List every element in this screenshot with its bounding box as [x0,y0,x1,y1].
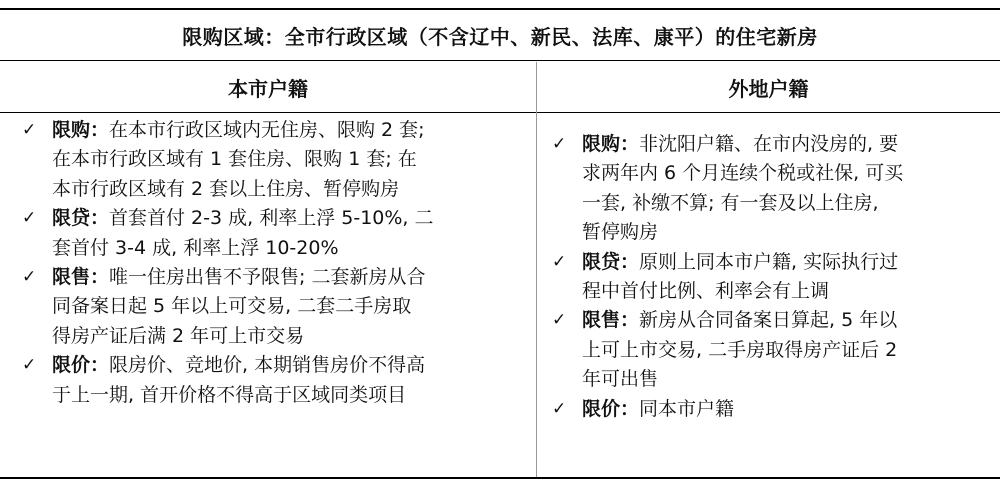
local-hukou-column [14,116,528,410]
top-rule [0,8,1000,10]
item-text [52,204,528,263]
list-item [14,351,528,410]
item-line: 唯一住房出售不予限售; 二套新房从合 [109,266,426,289]
checkmark-icon: ✓ [552,398,567,419]
checkmark-icon: ✓ [552,134,567,154]
checkmark-icon: ✓ [552,310,567,331]
checkmark-icon: ✓ [22,208,37,229]
item-label: 限贷： [52,207,110,230]
right-column-header: 外地户籍 [728,76,809,101]
checkmark-icon: ✓ [22,267,37,288]
item-line: 原则上同本市户籍, 实际执行过 [639,250,899,273]
item-line: 本市行政区域有 2 套以上住房、暂停购房 [52,177,400,200]
item-label: 限价： [582,397,640,420]
item-line: 套首付 3-4 成, 利率上浮 10-20% [52,236,339,259]
item-line: 首套首付 2-3 成, 利率上浮 5-10%, 二 [109,207,434,230]
item-line: 于上一期, 首开价格不得高于区域同类项目 [52,383,407,406]
item-text [582,395,988,424]
nonlocal-hukou-column [548,130,988,424]
item-line: 程中首付比例、利率会有上调 [582,280,830,303]
header-rule [0,112,1000,113]
item-line: 在本市行政区域内无住房、限购 2 套; [109,119,425,141]
list-item [14,204,528,263]
item-line: 一套, 补缴不算; 有一套及以上住房, [582,191,879,214]
item-text [582,130,988,248]
item-text [52,263,528,351]
item-label: 限贷： [582,250,640,273]
bottom-rule [0,477,1000,479]
item-line: 新房从合同备案日算起, 5 年以 [639,309,898,332]
item-text [52,351,528,410]
checkmark-icon: ✓ [552,251,567,272]
item-line: 得房产证后满 2 年可上市交易 [52,324,305,347]
list-item [548,395,988,424]
item-line: 年可出售 [582,368,659,391]
item-text [582,306,988,394]
left-column-header: 本市户籍 [228,76,308,101]
item-label: 限价： [52,354,110,377]
item-line: 在本市行政区域有 1 套住房、限购 1 套; 在 [52,148,417,171]
item-label: 限售： [582,309,640,332]
item-line: 暂停购房 [582,221,659,244]
item-text [582,248,988,307]
item-line: 限房价、竞地价, 本期销售房价不得高 [109,354,426,377]
list-item [548,306,988,394]
list-item [548,130,988,248]
item-label: 限售： [52,266,110,289]
checkmark-icon: ✓ [22,120,37,140]
item-label: 限购： [52,119,110,141]
checkmark-icon: ✓ [22,355,37,376]
title-rule [0,60,1000,61]
item-line: 上可上市交易, 二手房取得房产证后 2 [582,338,898,361]
list-item [14,116,528,204]
item-line: 求两年内 6 个月连续个税或社保, 可买 [582,162,904,185]
table-title: 限购区域：全市行政区域（不含辽中、新民、法库、康平）的住宅新房 [182,24,818,49]
list-item [548,248,988,307]
item-line: 非沈阳户籍、在市内没房的, 要 [639,133,899,155]
list-item [14,263,528,351]
item-text [52,116,528,204]
column-divider [536,62,537,477]
item-label: 限购： [582,133,640,155]
item-line: 同本市户籍 [639,397,735,420]
item-line: 同备案日起 5 年以上可交易, 二套二手房取 [52,295,412,318]
